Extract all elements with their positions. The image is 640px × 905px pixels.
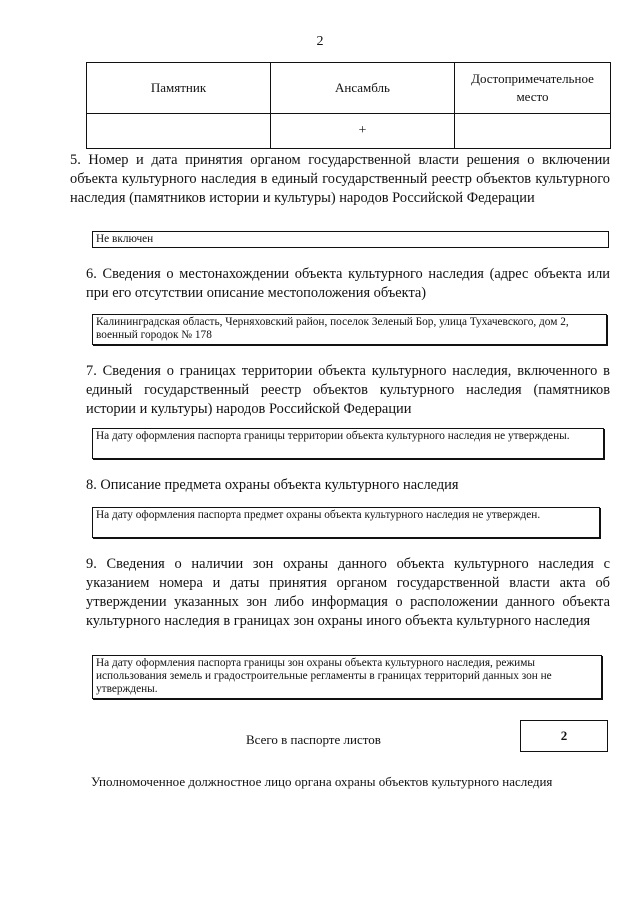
section-5-number: 5. [70, 152, 81, 168]
header-ensemble: Ансамбль [271, 63, 455, 114]
total-sheets-value: 2 [520, 720, 608, 752]
section-9-title [86, 555, 610, 631]
authorized-official-label: Уполномоченное должностное лицо органа охраны объектов культурного наследия [91, 774, 553, 789]
section-6-value-box [92, 314, 607, 345]
header-monument: Памятник [87, 63, 271, 114]
section-6-title [86, 265, 610, 303]
section-9-number: 9. [86, 556, 97, 572]
value-ensemble: + [271, 114, 455, 149]
value-landmark [455, 114, 611, 149]
section-9-value: На дату оформления паспорта границы зон охраны объекта культурного наследия, режимы использования земель и градостроительные регламенты в границах территорий данных зон не утверждены. [96, 657, 552, 695]
page-number: 2 [316, 34, 324, 49]
section-8-text: Описание предмета охраны объекта культурного наследия [100, 477, 459, 493]
table-header-row [87, 63, 611, 114]
header-landmark: Достопримечательное место [455, 63, 611, 114]
section-5-text: Номер и дата принятия органом государственной власти решения о включении объекта культурного наследия в единый государственный реестр объектов культурного наследия (памятников истории и культуры) народов Российской Федерации [70, 152, 610, 206]
total-sheets-label: Всего в паспорте листов [246, 732, 381, 747]
section-7-title [86, 362, 610, 419]
section-8-title [86, 476, 610, 495]
section-8-value-box [92, 507, 600, 538]
section-7-value-box [92, 428, 604, 459]
section-5-value: Не включен [96, 233, 154, 245]
section-7-text: Сведения о границах территории объекта культурного наследия, включенного в единый государственный реестр объектов культурного наследия (памятников истории и культуры) народов Российской Федерации [86, 363, 610, 417]
section-7-value: На дату оформления паспорта границы территории объекта культурного наследия не утверждены. [96, 430, 570, 442]
section-6-value: Калининградская область, Черняховский район, поселок Зеленый Бор, улица Тухачевского, дом 2, военный городок № 178 [96, 316, 569, 341]
value-monument [87, 114, 271, 149]
object-type-table [86, 62, 611, 149]
section-6-number: 6. [86, 266, 97, 282]
section-6-text: Сведения о местонахождении объекта культурного наследия (адрес объекта или при его отсутствии описание местоположения объекта) [86, 266, 610, 301]
section-5-value-box [92, 231, 609, 248]
section-9-value-box [92, 655, 602, 699]
section-5-title [70, 151, 610, 208]
section-8-value: На дату оформления паспорта предмет охраны объекта культурного наследия не утвержден. [96, 509, 541, 521]
table-row [87, 114, 611, 149]
section-9-text: Сведения о наличии зон охраны данного объекта культурного наследия с указанием номера и даты принятия органом государственной власти акта об утверждении указанных зон либо информация о расположении данного объекта культурного наследия в границах зон охраны иного объекта культурного наследия [86, 556, 610, 629]
section-7-number: 7. [86, 363, 97, 379]
section-8-number: 8. [86, 477, 97, 493]
